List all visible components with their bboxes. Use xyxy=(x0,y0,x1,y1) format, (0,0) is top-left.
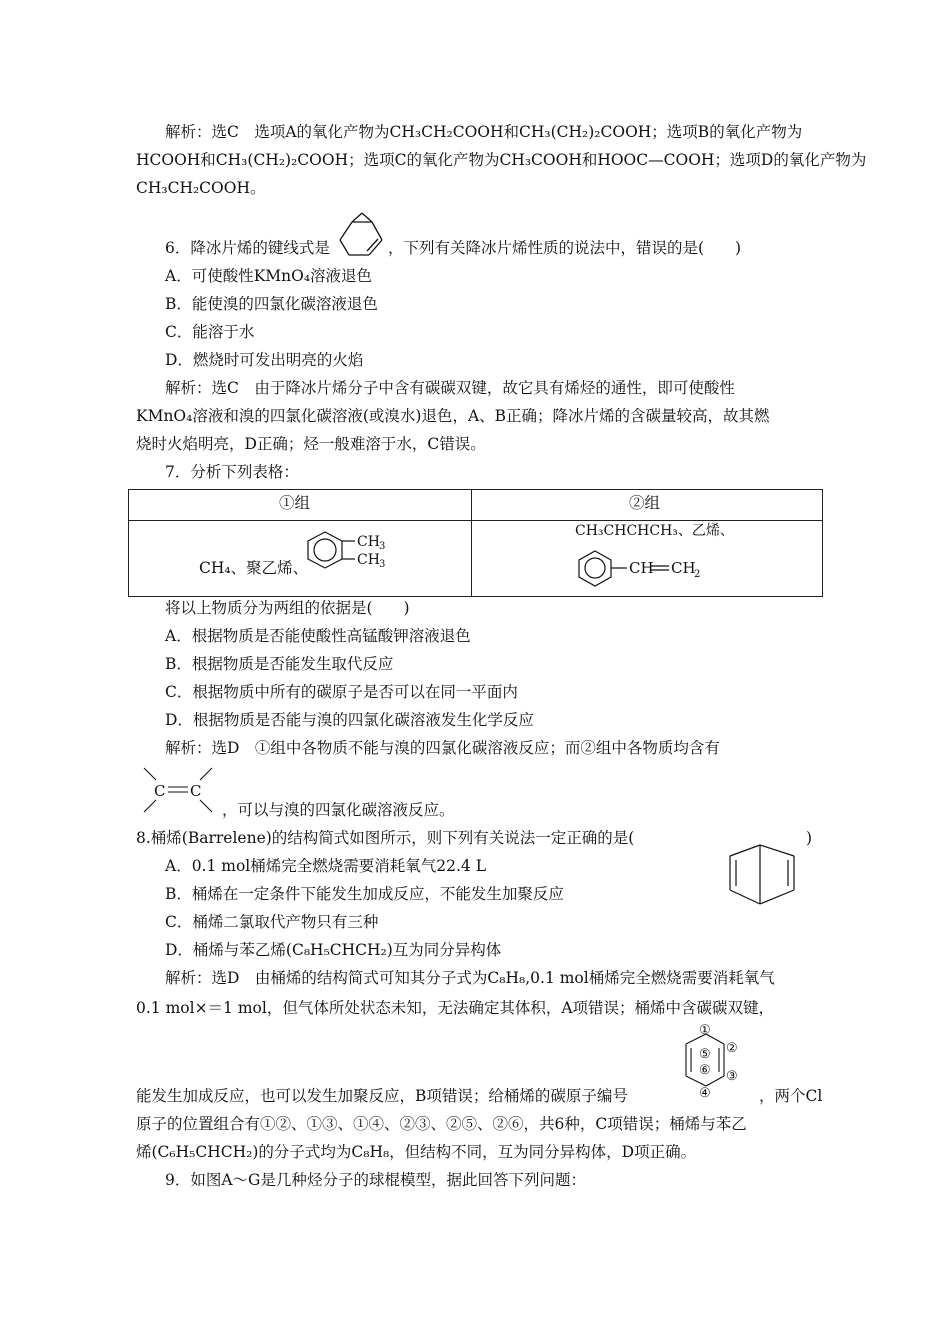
question-7-option-b: B．根据物质是否能发生取代反应 xyxy=(165,655,394,673)
question-6-stem-a: 6．降冰片烯的键线式是 xyxy=(165,239,330,257)
question-8-option-c: C．桶烯二氯取代产物只有三种 xyxy=(165,913,379,931)
question-6-stem-b: ，下列有关降冰片烯性质的说法中，错误的是( ) xyxy=(388,239,742,257)
question-8-option-d: D．桶烯与苯乙烯(C₈H₅CHCH₂)互为同分异构体 xyxy=(165,941,502,959)
group-2-substances: CH₃CHCHCH₃、乙烯、 xyxy=(575,523,734,539)
o-xylene-structure xyxy=(305,526,405,574)
question-8-option-b: B．桶烯在一定条件下能发生加成反应，不能发生加聚反应 xyxy=(165,885,564,903)
question-6-option-d: D．燃烧时可发出明亮的火焰 xyxy=(165,351,364,369)
analysis-8-line-5: 烯(C₆H₅CHCH₂)的分子式均为C₈H₈，但结构不同，互为同分异构体，D项正确。 xyxy=(136,1143,697,1161)
analysis-6-line-2: KMnO₄溶液和溴的四氯化碳溶液(或溴水)退色，A、B正确；降冰片烯的含碳量较高，故其燃 xyxy=(136,407,770,425)
question-7-basis: 将以上物质分为两组的依据是( ) xyxy=(165,599,410,617)
xylene-ch3-bottom-sub: 3 xyxy=(379,559,386,570)
analysis-5-line-1: 解析：选C 选项A的氧化产物为CH₃CH₂COOH和CH₃(CH₂)₂COOH；选项B的氧化产物为 xyxy=(165,123,803,141)
question-8-option-a: A．0.1 mol桶烯完全燃烧需要消耗氧气22.4 L xyxy=(165,857,486,875)
analysis-5-line-3: CH₃CH₂COOH。 xyxy=(136,179,266,197)
carbon-double-bond-structure xyxy=(140,764,216,816)
group-table xyxy=(128,489,823,597)
analysis-8-line-1: 解析：选D 由桶烯的结构简式可知其分子式为C₈H₈,0.1 mol桶烯完全燃烧需要消耗氧气 xyxy=(165,969,775,987)
table-header-group-1: ①组 xyxy=(279,494,311,512)
carbon-label-5: ⑤ xyxy=(699,1047,711,1062)
analysis-8-line-3a: 能发生加成反应，也可以发生加聚反应，B项错误；给桶烯的碳原子编号 xyxy=(136,1087,628,1105)
carbon-label-4: ④ xyxy=(699,1086,711,1098)
analysis-8-line-3b: ，两个Cl xyxy=(759,1087,823,1105)
analysis-7-line-1: 解析：选D ①组中各物质不能与溴的四氯化碳溶液反应；而②组中各物质均含有 xyxy=(165,739,720,757)
carbon-label-2: ② xyxy=(726,1041,738,1056)
alkene-carbon-left: C xyxy=(154,782,166,800)
analysis-6-line-1: 解析：选C 由于降冰片烯分子中含有碳碳双键，故它具有烯烃的通性，即可使酸性 xyxy=(165,379,735,397)
carbon-label-1: ① xyxy=(699,1023,711,1038)
xylene-ch3-top: CH xyxy=(357,534,380,550)
question-8-stem: 8.桶烯(Barrelene)的结构简式如图所示，则下列有关说法一定正确的是( xyxy=(136,829,635,847)
barrelene-numbering-figure xyxy=(680,1022,760,1098)
analysis-8-line-2: 0.1 mol×＝1 mol，但气体所处状态未知，无法确定其体积，A项错误；桶烯中含碳碳双键， xyxy=(136,999,775,1017)
alkene-carbon-right: C xyxy=(190,782,202,800)
question-7-option-a: A．根据物质是否能使酸性高锰酸钾溶液退色 xyxy=(165,627,471,645)
question-7-stem: 7．分析下列表格： xyxy=(165,463,299,481)
question-9-stem: 9．如图A～G是几种烃分子的球棍模型，据此回答下列问题： xyxy=(165,1171,586,1189)
carbon-label-6: ⑥ xyxy=(699,1063,711,1078)
styrene-ch: CH xyxy=(629,559,654,577)
analysis-8-line-4: 原子的位置组合有①②、①③、①④、②③、②⑤、②⑥，共6种，C项错误；桶烯与苯乙 xyxy=(136,1115,747,1133)
xylene-ch3-top-sub: 3 xyxy=(379,541,386,552)
styrene-ch2: CH xyxy=(671,559,696,577)
styrene-ch2-sub: 2 xyxy=(694,569,701,580)
question-6-option-b: B．能使溴的四氯化碳溶液退色 xyxy=(165,295,378,313)
question-6-option-c: C．能溶于水 xyxy=(165,323,255,341)
xylene-ch3-bottom: CH xyxy=(357,552,380,568)
group-1-substances: CH₄、聚乙烯、 xyxy=(199,559,309,577)
analysis-6-line-3: 烧时火焰明亮，D正确；烃一般难溶于水，C错误。 xyxy=(136,435,486,453)
carbon-label-3: ③ xyxy=(726,1069,738,1084)
table-header-group-2: ②组 xyxy=(629,494,661,512)
question-7-option-d: D．根据物质是否能与溴的四氯化碳溶液发生化学反应 xyxy=(165,711,534,729)
styrene-structure xyxy=(577,546,727,590)
barrelene-structure xyxy=(722,842,802,908)
question-8-paren: ) xyxy=(806,829,813,847)
question-7-option-c: C．根据物质中所有的碳原子是否可以在同一平面内 xyxy=(165,683,518,701)
norbornene-structure xyxy=(337,210,387,260)
question-6-option-a: A．可使酸性KMnO₄溶液退色 xyxy=(165,267,373,285)
analysis-7-line-2: ，可以与溴的四氯化碳溶液反应。 xyxy=(222,801,455,819)
analysis-5-line-2: HCOOH和CH₃(CH₂)₂COOH；选项C的氧化产物为CH₃COOH和HOOC—COOH；选项D的氧化产物为 xyxy=(136,151,867,169)
